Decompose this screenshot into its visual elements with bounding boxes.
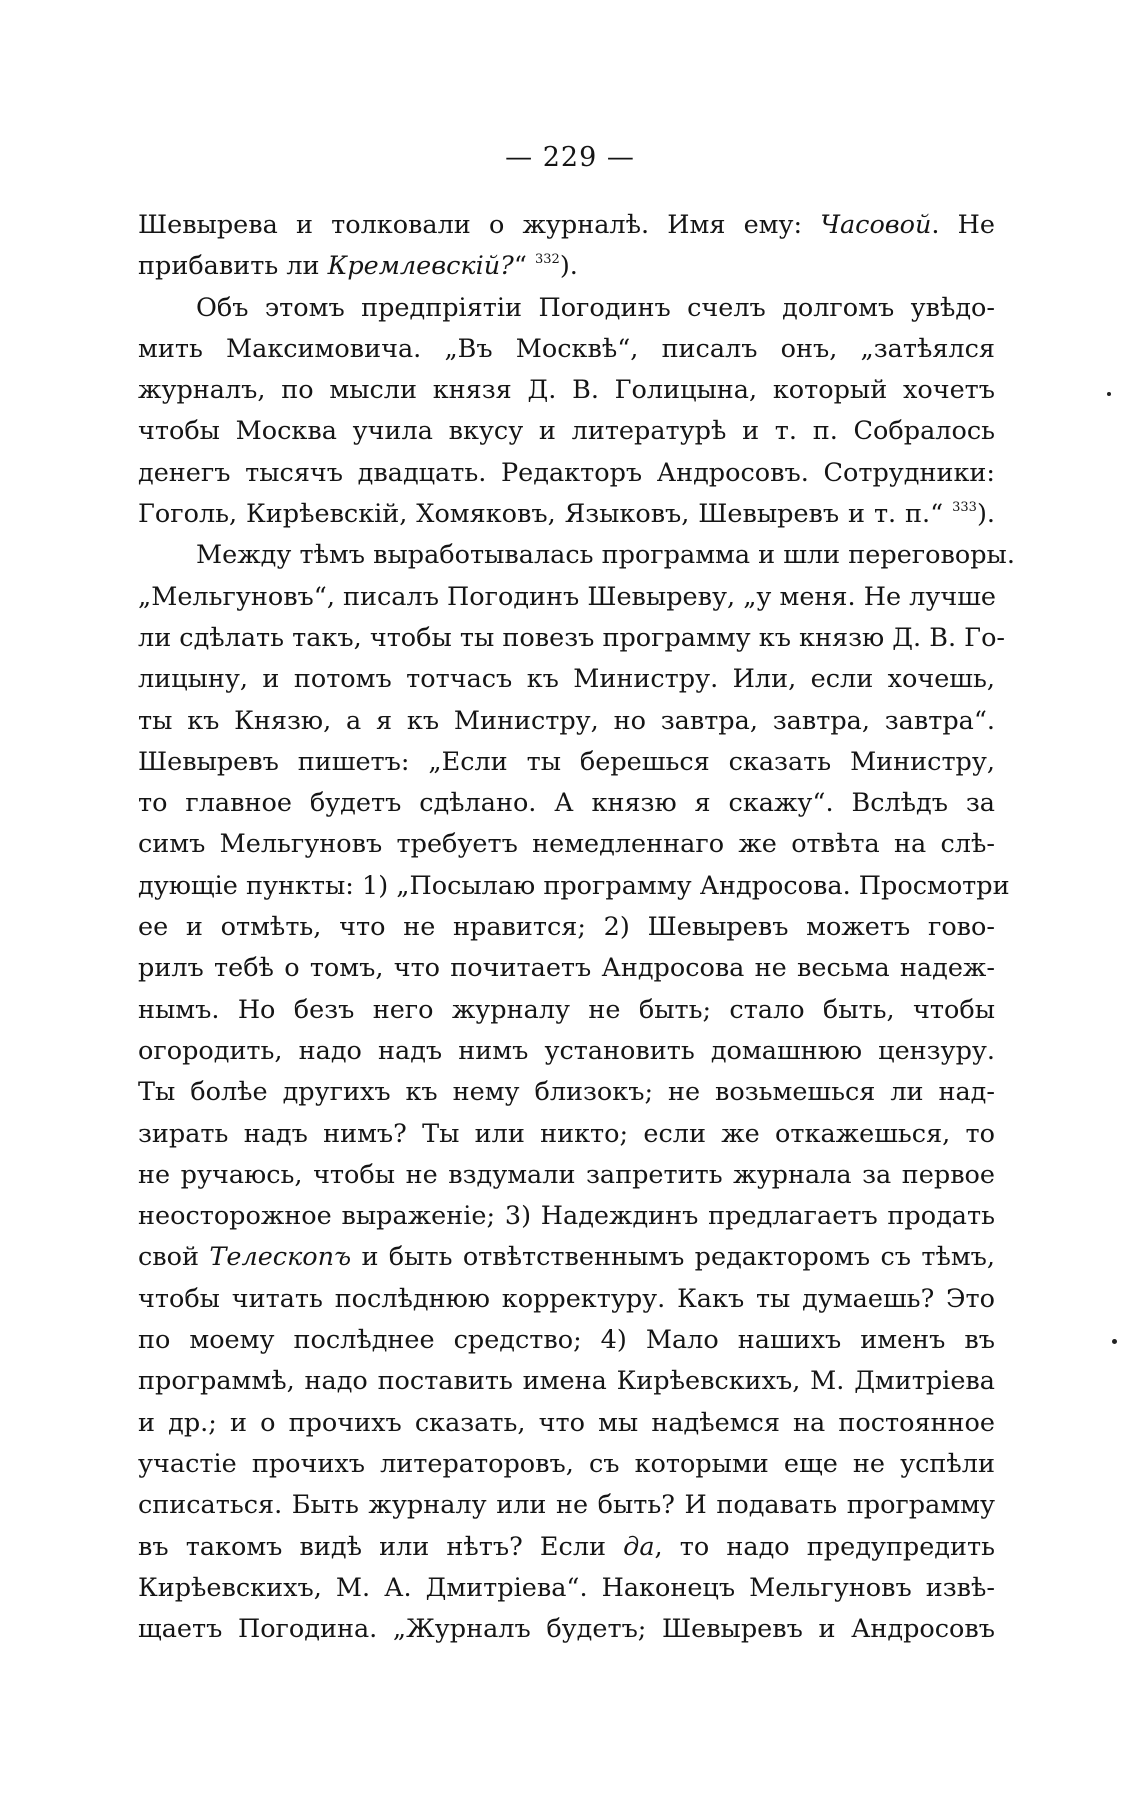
text-line: дующіе пункты: 1) „Посылаю программу Андросова. Просмотри [138, 870, 1010, 901]
text-line: ее и отмѣть, что не нравится; 2) Шевыревъ можетъ гово- [138, 912, 995, 943]
text-line: неосторожное выраженіе; 3) Надеждинъ предлагаетъ продать [138, 1201, 995, 1232]
text-line: Гоголь, Кирѣевскій, Хомяковъ, Языковъ, Шевыревъ и т. п.“ $^{333}$). [138, 499, 995, 530]
ink-speck [1107, 392, 1111, 396]
text-line: лицыну, и потомъ тотчасъ къ Министру. Или, если хочешь, [138, 664, 995, 695]
text-line: зирать надъ нимъ? Ты или никто; если же откажешься, то [138, 1118, 995, 1149]
text-line: мить Максимовича. „Въ Москвѣ“, писалъ онъ, „затѣялся [138, 333, 995, 364]
text-line: то главное будетъ сдѣлано. А князю я скажу“. Вслѣдъ за [138, 788, 995, 819]
text-line: не ручаюсь, чтобы не вздумали запретить журнала за первое [138, 1159, 995, 1190]
text-line: нымъ. Но безъ него журналу не быть; стало быть, чтобы [138, 994, 995, 1025]
ink-speck [1112, 1339, 1117, 1344]
text-line: по моему послѣднее средство; 4) Мало нашихъ именъ въ [138, 1325, 995, 1356]
text-line: „Мельгуновъ“, писалъ Погодинъ Шевыреву, „у меня. Не лучше [138, 581, 997, 612]
text-line: программѣ, надо поставить имена Кирѣевскихъ, М. Дмитріева [138, 1366, 995, 1397]
text-line: Кирѣевскихъ, М. А. Дмитріева“. Наконецъ Мельгуновъ извѣ- [138, 1572, 995, 1603]
text-line: прибавить ли Кремлевскій?“ $^{332}$). [138, 251, 578, 282]
text-line: и др.; и о прочихъ сказать, что мы надѣемся на постоянное [138, 1407, 995, 1438]
text-line: ли сдѣлать такъ, чтобы ты повезъ программу къ князю Д. В. Го- [138, 622, 1006, 653]
text-line: свой Телескопъ и быть отвѣтственнымъ редакторомъ съ тѣмъ, [138, 1242, 995, 1273]
text-line: журналъ, по мысли князя Д. В. Голицына, который хочетъ [138, 375, 995, 406]
text-line: Объ этомъ предпріятіи Погодинъ счелъ долгомъ увѣдо- [196, 292, 995, 323]
text-line: участіе прочихъ литераторовъ, съ которыми еще не успѣли [138, 1448, 995, 1479]
text-line: рилъ тебѣ о томъ, что почитаетъ Андросова не весьма надеж- [138, 953, 995, 984]
text-line: Шевыревъ пишетъ: „Если ты берешься сказать Министру, [138, 746, 995, 777]
footnote-ref: 332 [535, 252, 560, 268]
text-line: чтобы Москва учила вкусу и литературѣ и т. п. Собралось [138, 416, 995, 447]
text-line: списаться. Быть журналу или не быть? И подавать программу [138, 1490, 995, 1521]
text-line: щаетъ Погодина. „Журналъ будетъ; Шевыревъ и Андросовъ [138, 1614, 995, 1645]
text-line: денегъ тысячъ двадцать. Редакторъ Андросовъ. Сотрудники: [138, 457, 995, 488]
text-line: симъ Мельгуновъ требуетъ немедленнаго же отвѣта на слѣ- [138, 829, 995, 860]
text-line: Между тѣмъ выработывалась программа и шли переговоры. [196, 540, 1015, 571]
text-line: чтобы читать послѣднюю корректуру. Какъ ты думаешь? Это [138, 1283, 995, 1314]
page-number: — 229 — [505, 142, 635, 173]
footnote-ref: 333 [952, 500, 977, 516]
page-text [138, 205, 1015, 1650]
text-line: ты къ Князю, а я къ Министру, но завтра, завтра, завтра“. [138, 705, 995, 736]
text-line: огородить, надо надъ нимъ установить домашнюю цензуру. [138, 1035, 995, 1066]
text-line: въ такомъ видѣ или нѣтъ? Если да, то надо предупредить [138, 1531, 995, 1562]
text-line: Шевырева и толковали о журналѣ. Имя ему: Часовой. Не [138, 210, 996, 240]
text-line: Ты болѣе другихъ къ нему близокъ; не возьмешься ли над- [138, 1077, 995, 1108]
